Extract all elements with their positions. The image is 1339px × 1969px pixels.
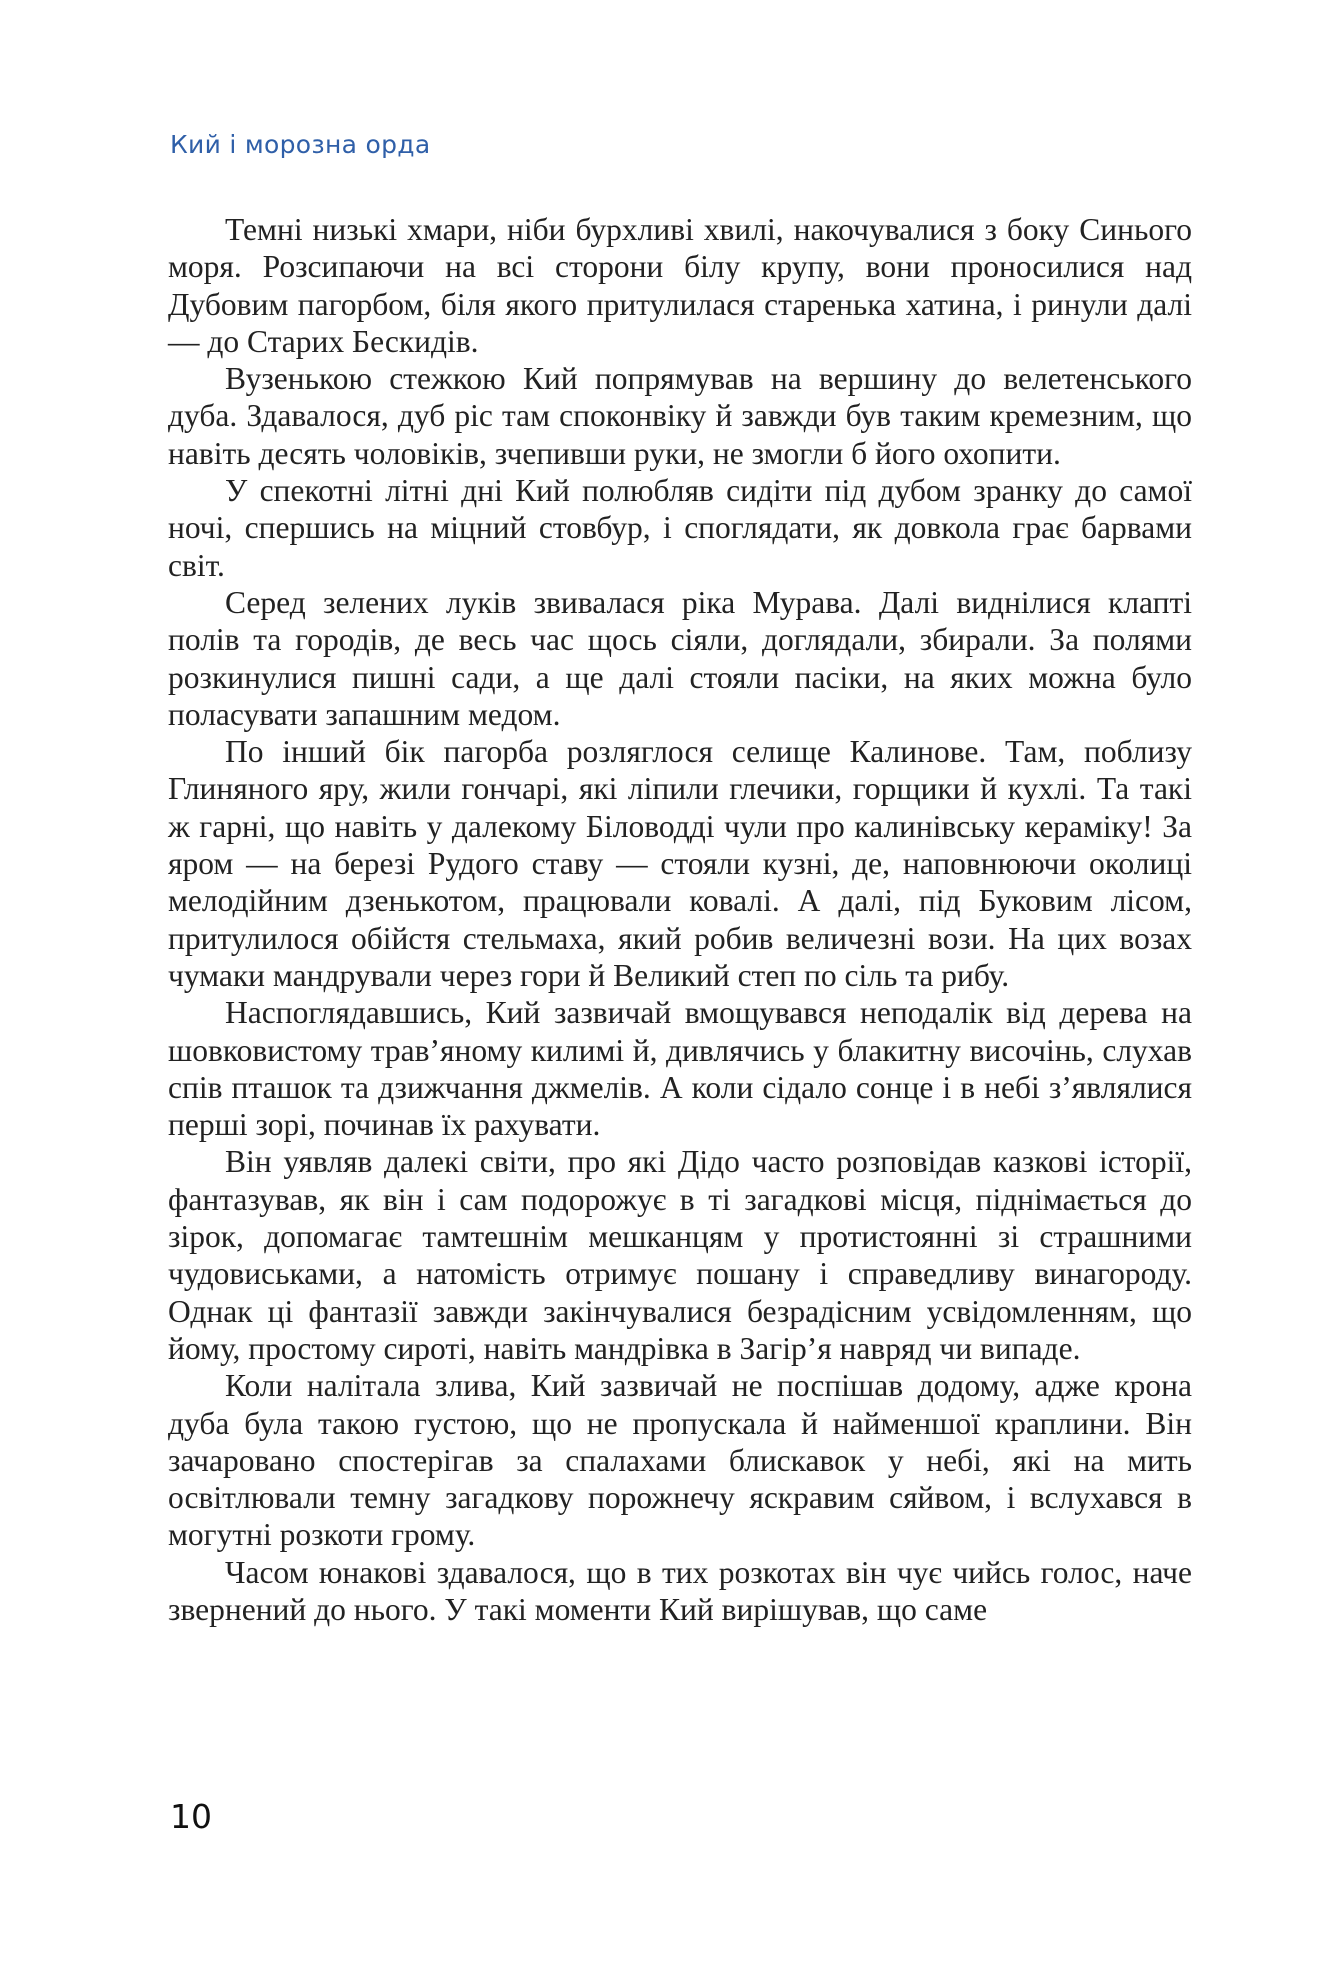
paragraph: Серед зелених луків звивалася ріка Мурава. Далі виднілися клапті полів та городів, де весь час щось сіяли, доглядали, збирали. За полями розкинулися пишні сади, а ще далі стояли пасіки, на яких можна було поласувати запашним медом.	[168, 584, 1192, 732]
running-header-title: Кий і морозна орда	[170, 130, 431, 159]
paragraph: По інший бік пагорба розляглося селище Калинове. Там, поблизу Глиняного яру, жили гончарі, які ліпили глечики, горщики й кухлі. Та такі ж гарні, що навіть у далекому Біловодді чули про калинівську кераміку! За яром — на березі Рудого ставу — стояли кузні, де, наповнюючи околиці мелодійним дзенькотом, працювали ковалі. А далі, під Буковим лісом, притулилося обійстя стельмаха, який робив величезні вози. На цих возах чумаки мандрували через гори й Великий степ по сіль та рибу.	[168, 734, 1192, 993]
paragraph: Він уявляв далекі світи, про які Дідо часто розповідав казкові історії, фантазував, як він і сам подорожує в ті загадкові місця, піднімається до зірок, допомагає тамтешнім мешканцям у протистоянні зі страшними чудовиськами, а натомість отримує пошану і справедливу винагороду. Однак ці фантазії завжди закінчувалися безрадісним усвідомленням, що йому, простому сироті, навіть мандрівка в Загір’я навряд чи випаде.	[168, 1144, 1192, 1366]
paragraph: Наспоглядавшись, Кий зазвичай вмощувався неподалік від дерева на шовковистому трав’яному килимі й, дивлячись у блакитну височінь, слухав спів пташок та дзижчання джмелів. А коли сідало сонце і в небі з’являлися перші зорі, починав їх рахувати.	[168, 995, 1192, 1143]
paragraph: Часом юнакові здавалося, що в тих розкотах він чує чийсь голос, наче звернений до нього. У такі моменти Кий вирішував, що саме	[168, 1554, 1192, 1627]
paragraph: Коли налітала злива, Кий зазвичай не поспішав додому, адже крона дуба була такою густою, що не пропускала й найменшої краплини. Він зачаровано спостерігав за спалахами блискавок у небі, які на мить освітлювали темну загадкову порожнечу яскравим сяйвом, і вслухався в могутні розкоти грому.	[168, 1368, 1192, 1553]
page-number: 10	[170, 1797, 212, 1836]
paragraph: Темні низькі хмари, ніби бурхливі хвилі, накочувалися з боку Синього моря. Розсипаючи на всі сторони білу крупу, вони проносилися над Дубовим пагорбом, біля якого притулилася старенька хатина, і ринули далі — до Старих Бескидів.	[168, 212, 1192, 359]
paragraph: Вузенькою стежкою Кий попрямував на вершину до велетенського дуба. Здавалося, дуб ріс там споконвіку й завжди був таким кремезним, що навіть десять чоловіків, зчепивши руки, не змогли б його охопити.	[168, 361, 1192, 471]
body-text	[168, 211, 1192, 1628]
paragraph: У спекотні літні дні Кий полюбляв сидіти під дубом зранку до самої ночі, спершись на міцний стовбур, і споглядати, як довкола грає барвами світ.	[168, 473, 1192, 583]
